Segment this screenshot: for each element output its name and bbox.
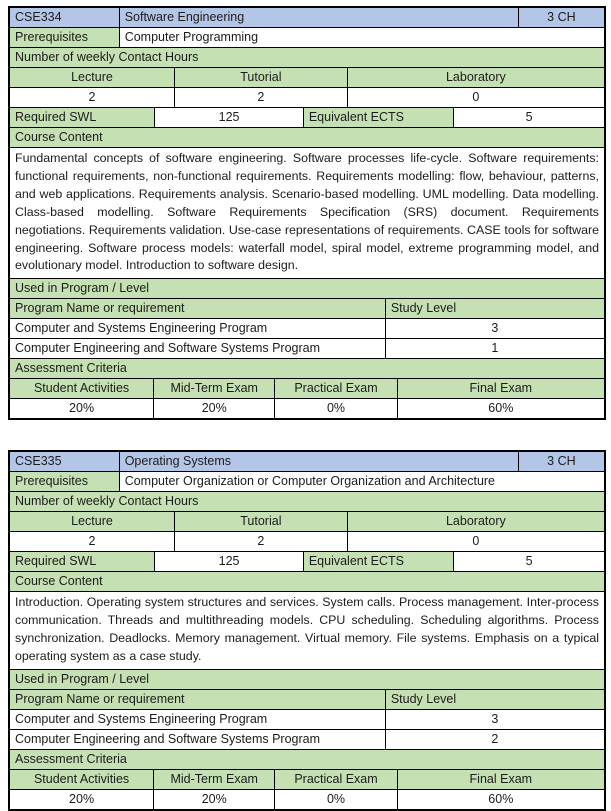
- swl-label: Required SWL: [10, 108, 154, 127]
- course-content-row: [10, 591, 604, 669]
- course-content-text: Introduction. Operating system structures and services. System calls. Process management. Inter-process communication. Threads and multithreading models. CPU scheduling. Scheduling algorithms. Process synchronization. Deadlocks. Memory management. Virtual memory. File systems. Emphasis on a typical operating system as a case study.: [15, 595, 599, 664]
- assessment-value: 20%: [153, 790, 274, 809]
- contact-hours-banner-row: [10, 491, 604, 511]
- program-name: Computer Engineering and Software Systems Program: [15, 731, 321, 746]
- assessment-banner: Assessment Criteria: [10, 750, 604, 769]
- study-level: 3: [385, 710, 604, 729]
- assessment-value: 60%: [397, 790, 604, 809]
- assessment-value: 0%: [274, 399, 396, 418]
- course-content-banner-row: [10, 127, 604, 147]
- course-title: Operating Systems: [119, 452, 518, 471]
- ects-label: Equivalent ECTS: [303, 108, 453, 127]
- swl-label: Required SWL: [10, 552, 154, 571]
- study-level: 1: [385, 339, 604, 358]
- contact-hours-value-row: [10, 531, 604, 551]
- tutorial-header: Tutorial: [174, 512, 347, 531]
- program-header-row: [10, 298, 604, 318]
- assessment-value: 20%: [153, 399, 274, 418]
- course-title: Software Engineering: [119, 8, 518, 27]
- contact-hours-banner-row: [10, 47, 604, 67]
- course-content-row: [10, 147, 604, 278]
- used-in-banner: Used in Program / Level: [10, 279, 604, 298]
- assessment-header: Final Exam: [397, 770, 604, 789]
- program-row: [10, 729, 604, 749]
- laboratory-header: Laboratory: [347, 512, 604, 531]
- lecture-header: Lecture: [10, 512, 174, 531]
- program-name-header: Program Name or requirement: [10, 690, 385, 709]
- assessment-header: Mid-Term Exam: [153, 379, 274, 398]
- contact-hours-header-row: [10, 511, 604, 531]
- program-name: Computer Engineering and Software Systems Program: [15, 341, 321, 356]
- course-header-row: [10, 8, 604, 27]
- assessment-header-row: [10, 378, 604, 398]
- used-in-banner: Used in Program / Level: [10, 670, 604, 689]
- course-content-banner: Course Content: [10, 572, 604, 591]
- assessment-header: Student Activities: [10, 770, 153, 789]
- program-row: [10, 709, 604, 729]
- program-name: Computer and Systems Engineering Program: [15, 321, 268, 336]
- prerequisites-row: [10, 471, 604, 491]
- assessment-header: Mid-Term Exam: [153, 770, 274, 789]
- laboratory-hours: 0: [347, 532, 604, 551]
- assessment-banner: Assessment Criteria: [10, 359, 604, 378]
- credit-hours: 3 CH: [518, 452, 604, 471]
- ects-label: Equivalent ECTS: [303, 552, 453, 571]
- course-header-row: [10, 452, 604, 471]
- swl-value: 125: [154, 108, 303, 127]
- assessment-value: 60%: [397, 399, 604, 418]
- study-level-header: Study Level: [385, 690, 604, 709]
- assessment-value: 20%: [69, 401, 95, 416]
- course-content-text: Fundamental concepts of software engineering. Software processes life-cycle. Software requirements: functional requirements, non-functional requirements. Requirements modelling: flow, behaviour, patterns, and web applications. Requirements analysis. Scenario-based modelling. UML modelling. Data modelling. Class-based modelling. Software Requirements Specification (SRS) document. Requirements negotiations. Requirements validation. Use-case representations of requirements. CASE tools for software engineering. Software process models: waterfall model, spiral model, extreme programming model, and evolutionary model. Introduction to software design.: [15, 151, 599, 273]
- swl-ects-row: [10, 551, 604, 571]
- program-row: [10, 338, 604, 358]
- course-code: CSE335: [10, 452, 119, 471]
- prerequisites-value: Computer Programming: [119, 28, 604, 47]
- prerequisites-row: [10, 27, 604, 47]
- study-level-header: Study Level: [385, 299, 604, 318]
- course-table-cse335: [8, 450, 606, 811]
- lecture-hours: 2: [88, 534, 96, 549]
- contact-hours-banner: Number of weekly Contact Hours: [10, 48, 604, 67]
- program-header-row: [10, 689, 604, 709]
- study-level: 3: [385, 319, 604, 338]
- ects-value: 5: [453, 108, 604, 127]
- course-content-banner-row: [10, 571, 604, 591]
- program-name-header: Program Name or requirement: [10, 299, 385, 318]
- course-content-banner: Course Content: [10, 128, 604, 147]
- assessment-header: Practical Exam: [274, 379, 396, 398]
- ects-value: 5: [453, 552, 604, 571]
- laboratory-hours: 0: [347, 88, 604, 107]
- contact-hours-header-row: [10, 67, 604, 87]
- assessment-header: Final Exam: [397, 379, 604, 398]
- assessment-value-row: [10, 398, 604, 418]
- program-row: [10, 318, 604, 338]
- prerequisites-label: Prerequisites: [10, 472, 119, 491]
- contact-hours-banner: Number of weekly Contact Hours: [10, 492, 604, 511]
- used-in-banner-row: [10, 278, 604, 298]
- lecture-header: Lecture: [10, 68, 174, 87]
- lecture-hours: 2: [88, 90, 96, 104]
- prerequisites-value: Computer Organization or Computer Organization and Architecture: [119, 472, 604, 491]
- assessment-banner-row: [10, 358, 604, 378]
- course-table-cse334: [8, 6, 606, 420]
- course-code: CSE334: [10, 8, 119, 27]
- tutorial-header: Tutorial: [174, 68, 347, 87]
- tutorial-hours: 2: [174, 88, 347, 107]
- contact-hours-value-row: [10, 87, 604, 107]
- assessment-header-row: [10, 769, 604, 789]
- assessment-header: Practical Exam: [274, 770, 396, 789]
- study-level: 2: [385, 730, 604, 749]
- assessment-value: 0%: [274, 790, 396, 809]
- assessment-value: 20%: [69, 791, 95, 806]
- assessment-header: Student Activities: [10, 379, 153, 398]
- assessment-value-row: [10, 789, 604, 809]
- program-name: Computer and Systems Engineering Program: [15, 711, 268, 726]
- prerequisites-label: Prerequisites: [10, 28, 119, 47]
- assessment-banner-row: [10, 749, 604, 769]
- tutorial-hours: 2: [174, 532, 347, 551]
- credit-hours: 3 CH: [518, 8, 604, 27]
- swl-ects-row: [10, 107, 604, 127]
- used-in-banner-row: [10, 669, 604, 689]
- laboratory-header: Laboratory: [347, 68, 604, 87]
- swl-value: 125: [154, 552, 303, 571]
